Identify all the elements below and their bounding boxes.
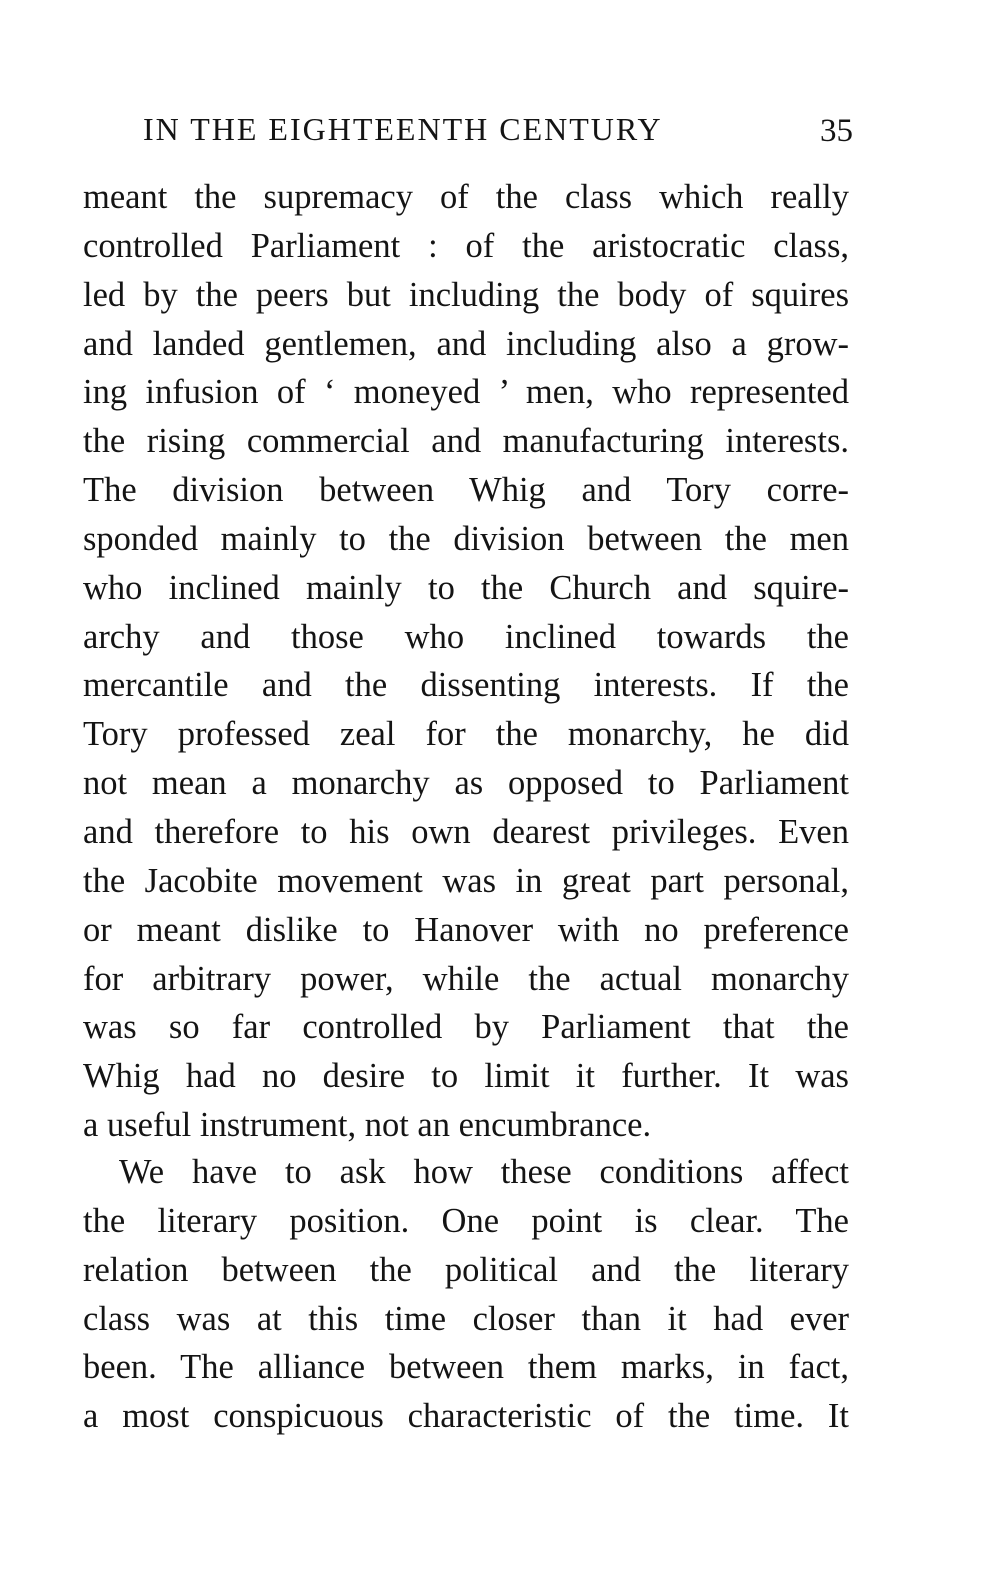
text-line: a useful instrument, not an encumbrance. xyxy=(83,1106,652,1145)
text-line: ing infusion of ‘ moneyed ’ men, who represented xyxy=(83,373,849,412)
running-head-title: IN THE EIGHTEENTH CENTURY xyxy=(143,111,663,147)
text-line: sponded mainly to the division between the men xyxy=(83,519,849,558)
text-line: led by the peers but including the body of squires xyxy=(83,275,849,314)
text-line: and therefore to his own dearest privileges. Even xyxy=(83,812,849,851)
text-line: for arbitrary power, while the actual monarchy xyxy=(83,959,849,998)
text-line: been. The alliance between them marks, in fact, xyxy=(83,1348,849,1387)
running-head xyxy=(143,104,853,154)
text-line: The division between Whig and Tory corre- xyxy=(83,471,849,510)
text-line: the rising commercial and manufacturing interests. xyxy=(83,422,849,461)
text-line: Whig had no desire to limit it further. It was xyxy=(83,1057,849,1096)
text-line: meant the supremacy of the class which really xyxy=(83,178,849,216)
text-line: class was at this time closer than it had ever xyxy=(83,1299,849,1338)
paragraph-2 xyxy=(83,1148,849,1441)
text-line: mercantile and the dissenting interests. If the xyxy=(83,666,849,705)
text-line: who inclined mainly to the Church and squire- xyxy=(83,568,849,607)
text-line: controlled Parliament : of the aristocratic class, xyxy=(83,226,849,265)
text-line: not mean a monarchy as opposed to Parliament xyxy=(83,764,849,803)
text-line: the literary position. One point is clear. The xyxy=(83,1201,849,1240)
text-line: archy and those who inclined towards the xyxy=(83,617,849,656)
page-number: 35 xyxy=(820,113,853,149)
text-line: relation between the political and the literary xyxy=(83,1250,849,1289)
text-line: was so far controlled by Parliament that the xyxy=(83,1008,849,1047)
text-line: Tory professed zeal for the monarchy, he did xyxy=(83,715,849,754)
text-line: a most conspicuous characteristic of the time. It xyxy=(83,1397,849,1436)
text-line: the Jacobite movement was in great part personal, xyxy=(83,861,849,900)
text-line: We have to ask how these conditions affect xyxy=(119,1153,849,1191)
text-line: and landed gentlemen, and including also a grow- xyxy=(83,324,849,363)
paragraph-1 xyxy=(83,173,849,1150)
text-line: or meant dislike to Hanover with no preference xyxy=(83,910,849,949)
